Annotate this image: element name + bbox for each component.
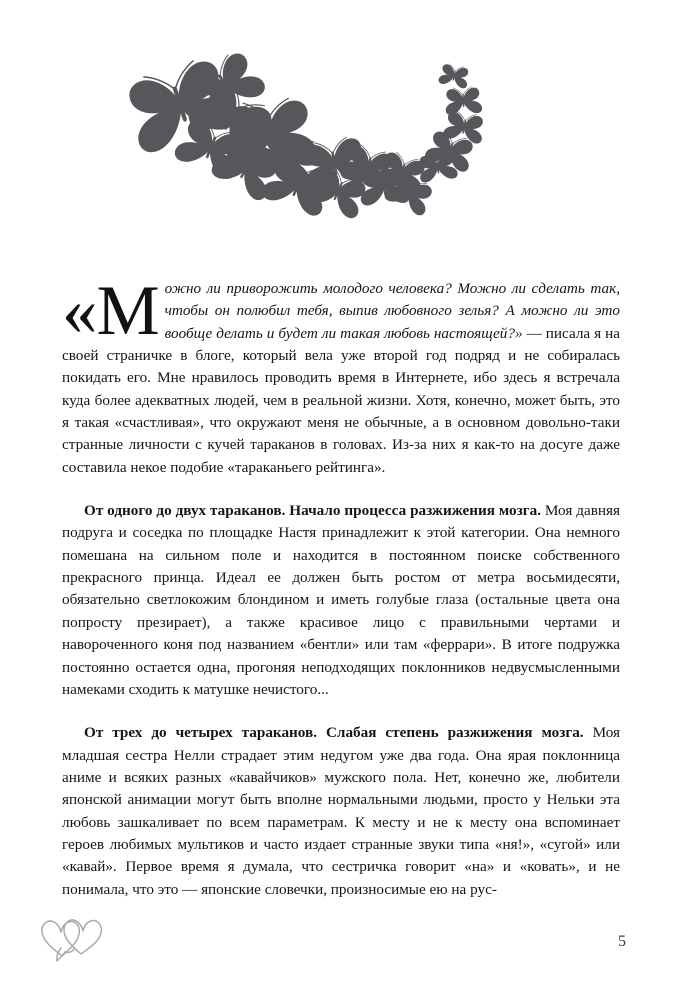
section-heading-1: От одного до двух тараканов. Начало процесса разжижения мозга.	[84, 502, 542, 520]
section-body-2: Моя младшая сестра Нелли страдает этим недугом уже два года. Она ярая поклонница аниме и всяких разных «кавайчиков» мужского пола. Нет, конечно же, любители японской анимации могут быть вполне нормальными людьми, просто у Нельки эта любовь зашкаливает по всем параметрам. К месту и не к месту она вспоминает героев любимых мультиков и часто издает странные звуки типа «ня!», «сугой» или «кавай». Первое время я думала, что сестричка говорит «на» и «ковать», и не понимала, что это — японские словечки, произносимые ею на рус-	[62, 724, 620, 898]
interlocking-hearts-ornament	[36, 908, 110, 966]
lead-paragraph	[62, 272, 620, 479]
lead-italic-quote: ожно ли приворожить молодого человека? Можно ли сделать так, чтобы он полюбил тебя, выпив любовного зелья? А можно ли это вообще делать и будет ли такая любовь настоящей?»	[164, 280, 620, 342]
text-column	[62, 272, 620, 901]
section-body-1: Моя давняя подруга и соседка по площадке Настя принадлежит к этой категории. Она немного помешана на сильном поле и находится в постоянном поиске собственного прекрасного принца. Идеал ее должен быть ростом от метра восьмидесяти, обязательно светлокожим блондином и иметь голубые глаза (остальные цвета она попросту презирает), а также красивое лицо с правильными чертами и навороченного коня под названием «бентли» или там «феррари». В итоге подружка постоянно остается одна, прогоняя неподходящих поклонников недвусмысленными намеками сходить к матушке нечистого...	[62, 502, 620, 698]
section-paragraph-1	[62, 500, 620, 701]
drop-cap: «М	[62, 272, 159, 350]
page-number: 5	[618, 933, 626, 950]
section-heading-2: От трех до четырех тараканов. Слабая степень разжижения мозга.	[84, 724, 584, 742]
section-paragraph-2	[62, 722, 620, 901]
butterfly-swarm-arc-ornament	[0, 0, 682, 230]
lead-rest: — писала я на своей страничке в блоге, который вела уже второй год подряд и не собиралась покидать его. Мне нравилось проводить время в Интернете, ибо здесь я встречала куда более адекватных людей, чем в реальной жизни. Хотя, конечно, может быть, это я такая «счастливая», что окружают меня не обычные, а в основном довольно-таки странные личности с кучей тараканов в головах. Из-за них я как-то на досуге даже составила некое подобие «тараканьего рейтинга».	[62, 324, 620, 476]
